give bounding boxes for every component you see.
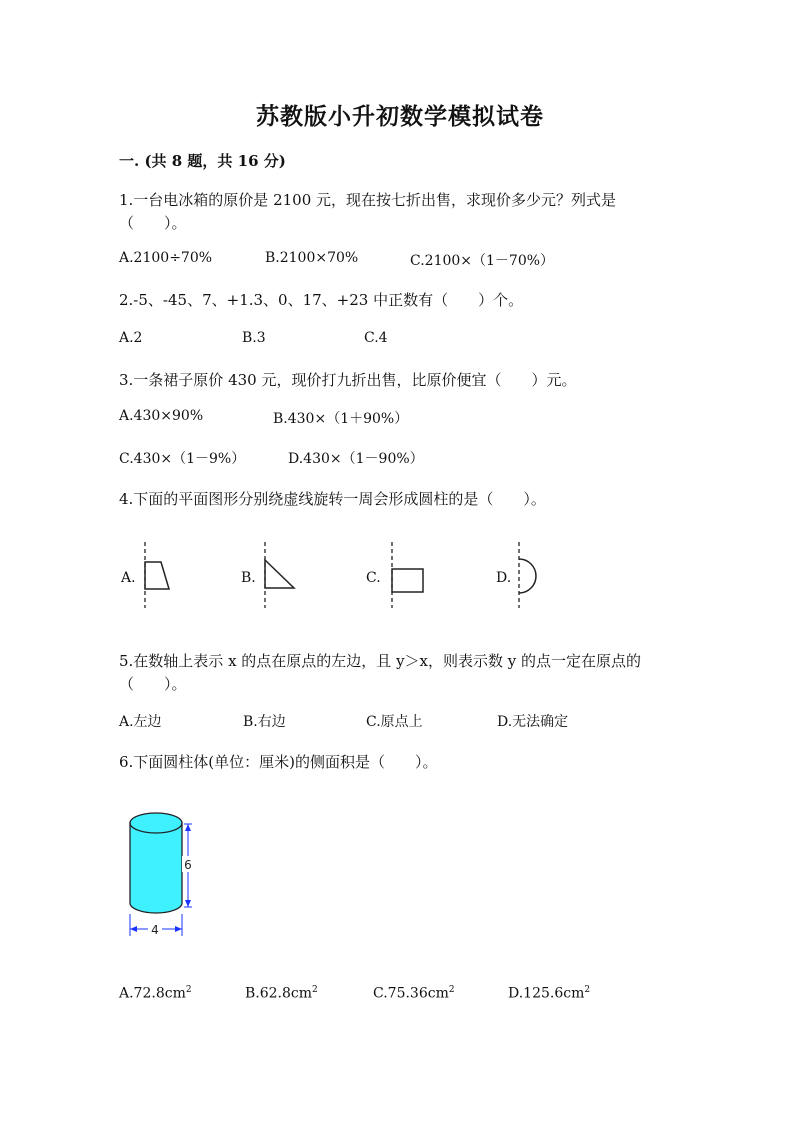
- q3-option-d: D.430×（1－90%）: [288, 451, 424, 467]
- q4-figure-label-a: A.: [121, 570, 136, 586]
- q5-option-d: D.无法确定: [497, 714, 569, 730]
- question-1-line-1: 1.一台电冰箱的原价是 2100 元，现在按七折出售，求现价多少元？列式是: [119, 191, 617, 209]
- question-5-line-1: 5.在数轴上表示 x 的点在原点的左边，且 y＞x，则表示数 y 的点一定在原点的: [119, 652, 642, 670]
- cylinder-diagram: [120, 798, 210, 943]
- q6-option-b: $B.62.8cm^2$: [245, 985, 318, 1002]
- q3-option-a: A.430×90%: [119, 408, 204, 424]
- q2-option-c: C.4: [364, 330, 388, 346]
- q1-option-a: A.2100÷70%: [119, 250, 213, 266]
- q2-option-a: A.2: [119, 330, 143, 346]
- q6-option-a: $A.72.8cm^2$: [119, 985, 192, 1002]
- question-2-line-1: 2.-5、-45、7、+1.3、0、17、+23 中正数有（ ）个。: [119, 291, 524, 309]
- q5-option-b: B.右边: [243, 714, 286, 730]
- rectangle-figure: [380, 540, 430, 610]
- q4-figure-label-b: B.: [241, 570, 256, 586]
- q6-option-c: $C.75.36cm^2$: [373, 985, 455, 1002]
- question-4-line-1: 4.下面的平面图形分别绕虚线旋转一周会形成圆柱的是（ ）。: [119, 490, 546, 508]
- q3-option-c: C.430×（1－9%）: [119, 451, 246, 467]
- semicircle-figure: [510, 540, 555, 610]
- triangle-figure: [256, 540, 301, 610]
- cylinder-height-label: 6: [184, 858, 192, 872]
- trapezoid-figure: [135, 540, 180, 610]
- question-5-line-2: （ ）。: [119, 675, 187, 693]
- section-heading: 一. (共 8 题，共 16 分): [119, 152, 286, 170]
- q6-option-d: $D.125.6cm^2$: [508, 985, 591, 1002]
- q2-option-b: B.3: [242, 330, 266, 346]
- q4-figure-label-d: D.: [496, 570, 512, 586]
- question-1-line-2: （ ）。: [119, 214, 187, 232]
- q5-option-a: A.左边: [119, 714, 162, 730]
- page-title: 苏教版小升初数学模拟试卷: [256, 103, 544, 130]
- q1-option-b: B.2100×70%: [265, 250, 359, 266]
- q4-figure-label-c: C.: [366, 570, 381, 586]
- q1-option-c: C.2100×（1－70%）: [410, 253, 555, 269]
- q5-option-c: C.原点上: [366, 714, 423, 730]
- cylinder-diameter-label: 4: [151, 923, 159, 937]
- question-3-line-1: 3.一条裙子原价 430 元，现价打九折出售，比原价便宜（ ）元。: [119, 371, 577, 389]
- question-6-line-1: 6.下面圆柱体(单位：厘米)的侧面积是（ ）。: [119, 753, 438, 771]
- q3-option-b: B.430×（1＋90%）: [273, 411, 409, 427]
